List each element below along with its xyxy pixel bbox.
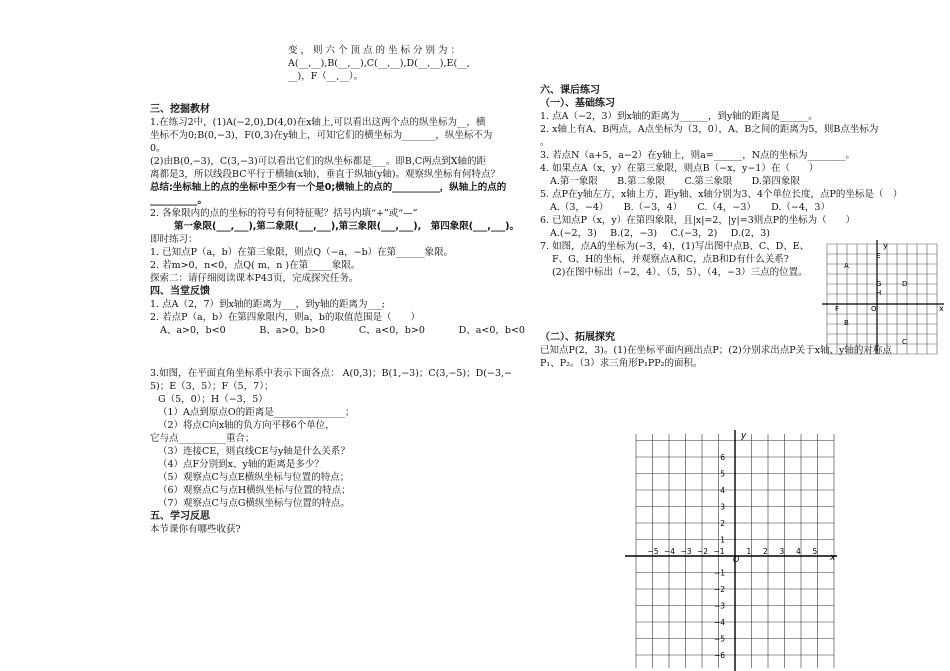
q3-line: （3）连接CE，则直线CE与y轴是什么关系？	[158, 446, 350, 457]
basic-line: 3. 若点N（a+5，a−2）在y轴上，则a=______，N点的坐标为________。	[540, 150, 856, 161]
s3-line: 0。	[150, 143, 166, 154]
q3-line: （4）点F分别到x、y轴的距离是多少？	[158, 459, 324, 470]
question-2: 2. 各象限内的点的坐标的符号有何特征呢？括号内填“+”或“—”	[150, 208, 418, 219]
practice-line: 2. 若m>0，n<0，点Q( m，n )在第_____象限。	[150, 260, 361, 271]
big-coordinate-grid	[625, 428, 840, 671]
s3-line: (2)由B(0,−3)，C(3,−3)可以看出它们的纵坐标都是___。即B,C两点到X轴的距	[150, 156, 486, 167]
small-grid-lines	[822, 240, 944, 354]
big-grid-y-tick-label: −4	[713, 618, 725, 627]
big-grid-y-tick-label: −6	[713, 651, 725, 660]
option-a: A、a>0，b<0	[160, 325, 226, 336]
section-4-title: 四、当堂反馈	[150, 286, 210, 297]
q3-line: （1）A点到原点O的距离是_______________；	[158, 407, 355, 418]
s4-line: 1. 点A（2，7）到x轴的距离为___，到y轴的距离为___;	[150, 299, 385, 310]
q3-line: 它与点__________重合；	[150, 433, 255, 444]
practice-title: 即时练习：	[150, 234, 198, 245]
extension-title: （二）、拓展探究	[540, 332, 615, 343]
q3-line: （7）观察点C与点G横纵坐标与位置的特点。	[158, 498, 350, 509]
basic-practice-title: （一）、基础练习	[540, 98, 615, 109]
big-grid-y-label: y	[741, 431, 747, 441]
big-grid-x-label: x	[830, 553, 836, 563]
q6-option-d: D.(2，3)	[730, 228, 770, 239]
practice-line: 探索二：请仔细阅读课本P43页，完成探究任务。	[150, 273, 359, 284]
q3-line: 5)；E（3，5）；F（5，7）；	[150, 381, 274, 392]
option-d: D、a<0，b<0	[458, 325, 525, 336]
big-grid-x-tick-label: −3	[680, 547, 692, 556]
big-grid-y-tick-label: −5	[713, 634, 725, 644]
small-grid-label-f: F	[835, 305, 840, 313]
s3-line: 坐标不为0;B(0,−3)，F(0,3)在y轴上，可知它们的横坐标为_______，纵坐标不为	[150, 130, 493, 141]
summary: 总结:坐标轴上的点的坐标中至少有一个是0;横轴上的点的__________，纵轴上的点的	[150, 182, 507, 193]
big-grid-x-tick-label: 2	[763, 547, 768, 556]
big-grid-x-tick-label: −2	[697, 547, 709, 556]
big-grid-y-tick-label: −1	[713, 568, 725, 578]
quadrant-signs: 第一象限(___,___),第二象限(___,___),第三象限(___,___), 第四象限(___,___)。	[174, 221, 519, 232]
big-grid-origin: O	[733, 555, 740, 564]
small-grid-label-d: D	[902, 280, 908, 288]
big-grid-x-tick-label: 5	[812, 547, 818, 556]
q5: 5. 点P在y轴左方，x轴上方，距y轴、x轴分别为3、4个单位长度，点P的坐标是（ ）	[540, 189, 903, 200]
left-column	[150, 44, 525, 536]
big-grid-y-tick-label: 4	[720, 486, 725, 495]
small-grid-label-a: A	[844, 262, 849, 270]
basic-line: 1. 点A（−2，3）到x轴的距离为______，到y轴的距离是______。	[540, 111, 818, 122]
basic-line: 。	[540, 137, 550, 148]
q4-option-c: C.第三象限	[684, 176, 733, 187]
section-6-title: 六、课后练习	[540, 85, 600, 96]
ext-line: P₁、P₂。（3）求三角形P₁PP₂的面积。	[540, 358, 703, 369]
q3-line: （6）观察点C与点H横纵坐标与位置的特点；	[158, 485, 351, 496]
big-grid-y-tick-label: −2	[713, 585, 725, 594]
big-grid-x-tick-label: 3	[779, 547, 785, 556]
small-grid-label-c: C	[902, 338, 907, 346]
small-grid-label-h: H	[876, 289, 882, 297]
q4-option-d: D.第四象限	[751, 176, 800, 187]
big-grid-y-tick-label: 2	[720, 519, 725, 528]
big-grid-x-tick-label: −4	[664, 547, 676, 556]
q6-options	[540, 227, 770, 240]
basic-line: 4. 如果点A（x，y）在第三象限，则点B（−x，y−1）在（ ）	[540, 163, 819, 174]
q3-line: （2）将点C向x轴的负方向平移6个单位，	[158, 420, 335, 431]
q6: 6. 已知点P（x，y）在第四象限，且|x|=2，|y|=3则点P的坐标为（ ）	[540, 215, 856, 226]
s4-line: 2. 若点P（a，b）在第四象限内，则a，b的取值范围是（ ）	[150, 312, 420, 323]
option-c: C、a<0，b>0	[358, 325, 425, 336]
s5-line: 本节课你有哪些收获?	[150, 524, 241, 535]
intro-line-1: 变，则六个顶点的坐标分别为：	[288, 45, 464, 56]
q3-line: （5）观察点C与点E横纵坐标与位置的特点；	[158, 472, 350, 483]
small-grid-label-x: x	[939, 304, 944, 313]
q3-line: G（5，0）；H（−3，5）	[158, 394, 268, 405]
big-grid-x-tick-label: −1	[713, 547, 725, 556]
intro-line-2: A(__,__),B(__,__),C(__,__),D(__,__),E(__,	[288, 58, 470, 69]
q4-options	[540, 175, 800, 188]
big-grid-y-tick-label: 3	[720, 502, 725, 512]
big-grid-y-tick-label: 5	[720, 469, 725, 479]
q7-line: 7. 如图，点A的坐标为(−3，4)，(1)写出图中点B、C、D、E、	[540, 241, 810, 252]
basic-line: 2. x轴上有A、B两点，A点坐标为（3，0），A、B之间的距离为5，则B点坐标为	[540, 124, 879, 135]
small-grid-label-o: O	[871, 305, 877, 313]
big-grid-y-tick-label: 1	[720, 535, 725, 545]
big-grid-x-tick-label: −5	[647, 547, 659, 556]
s4-options	[150, 324, 525, 337]
big-grid-y-tick-label: −3	[713, 601, 725, 611]
q5-options	[540, 201, 830, 214]
q5-option-c: C.（4，−3）	[697, 202, 756, 213]
q4-option-a: A.第一象限	[550, 176, 598, 187]
small-grid-label-g: G	[876, 280, 882, 288]
small-coordinate-grid	[822, 240, 947, 356]
big-grid-y-tick-label: 6	[720, 453, 725, 462]
intro-block	[150, 44, 528, 83]
ext-line: 已知点P(2，3)。(1)在坐标平面内画出点P；(2)分别求出点P关于x轴、y轴的对称点	[540, 345, 892, 356]
small-grid-label-e: E	[876, 252, 881, 260]
q7-line: (2)在图中标出（−2，4）、（5，5）、（4，−3）三点的位置。	[552, 267, 808, 278]
q5-option-a: A.（3，−4）	[550, 202, 609, 213]
intro-line-3: __)，F（__,__）。	[288, 71, 364, 82]
big-grid-x-tick-label: 1	[746, 547, 752, 556]
q7-line: F、G、H的坐标，并观察点A和C，点B和D有什么关系?	[552, 254, 789, 265]
q5-option-b: B.（−3，4）	[623, 202, 683, 213]
q6-option-a: A.(−2，3)	[550, 228, 597, 239]
q6-option-c: C.(−3，2)	[670, 228, 718, 239]
section-5-title: 五、学习反思	[150, 511, 210, 522]
s3-line: 离都是3，所以线段BC平行于横轴(x轴)，垂直于纵轴(y轴)。观察纵坐标有何特点？	[150, 169, 501, 180]
section-3-title: 三、挖掘教材	[150, 104, 210, 115]
q4-option-b: B.第二象限	[617, 176, 666, 187]
small-grid-label-b: B	[844, 319, 849, 327]
q3-line: 3.如图，在平面直角坐标系中表示下面各点： A(0,3)；B(1,−3)；C(3,−5)；D(−3,−	[150, 368, 512, 379]
practice-line: 1. 已知点P（a，b）在第三象限，则点Q（−a，−b）在第______象限。	[150, 247, 454, 258]
q6-option-b: B.(2，−3)	[610, 228, 658, 239]
summary-2: __________。	[150, 195, 208, 206]
big-grid-x-tick-label: 4	[796, 547, 801, 556]
q5-option-d: D.（−4，3）	[771, 202, 830, 213]
small-grid-label-y: y	[883, 241, 888, 250]
option-b: B、a>0，b>0	[259, 325, 326, 336]
s3-line: 1.在练习2中，(1)A(−2,0),D(4,0)在x轴上,可以看出这两个点的纵坐标为__，横	[150, 117, 486, 128]
